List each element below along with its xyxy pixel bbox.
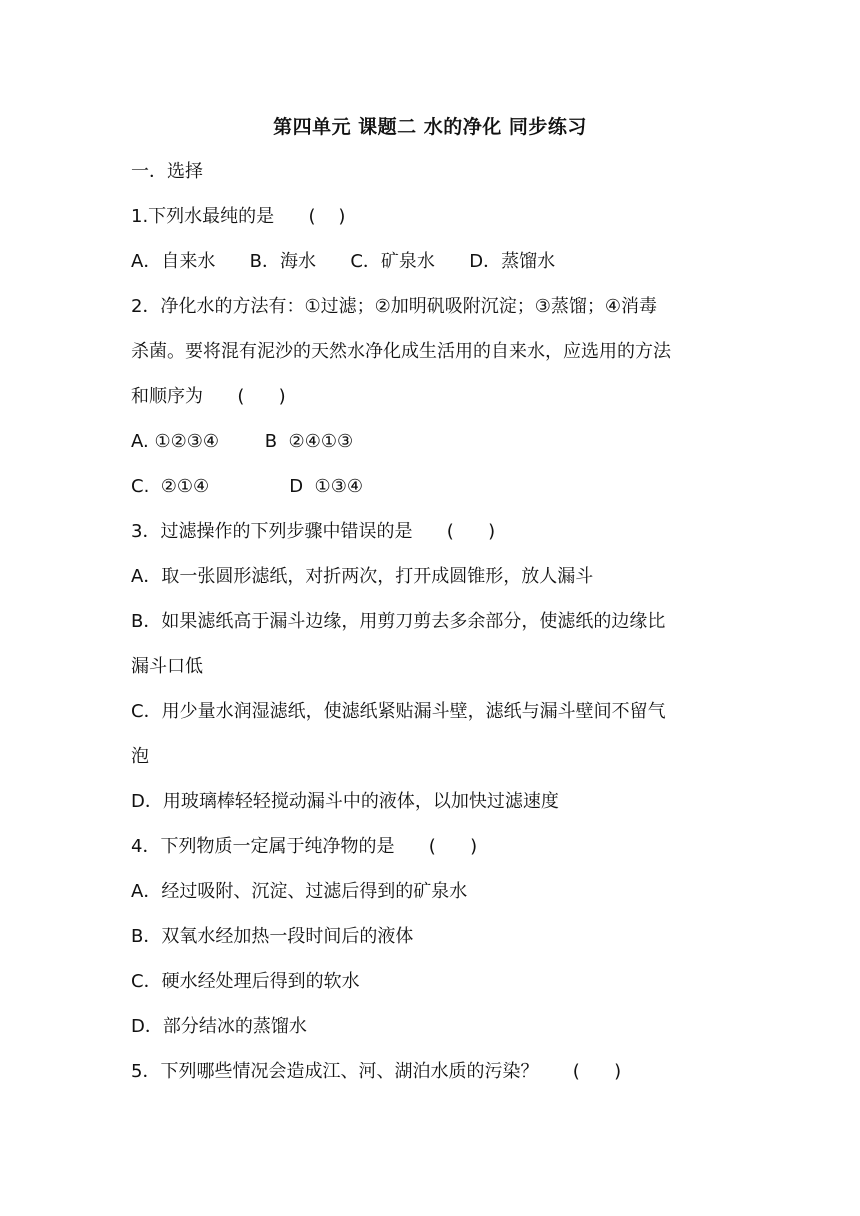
question-2-options: C. ②①④ D ①③④	[131, 476, 363, 497]
question-1: 1.下列水最纯的是 ( )	[131, 206, 346, 227]
question-3: 3．过滤操作的下列步骤中错误的是 ( )	[131, 521, 496, 542]
question-2-cont: 和顺序为 ( )	[131, 386, 286, 407]
question-3-option-b-cont: 漏斗口低	[131, 656, 203, 677]
question-2-cont: 杀菌。要将混有泥沙的天然水净化成生活用的自来水，应选用的方法	[131, 341, 671, 362]
section-heading: 一．选择	[131, 161, 203, 182]
question-3-option-d: D．用玻璃棒轻轻搅动漏斗中的液体，以加快过滤速度	[131, 791, 559, 812]
question-4-option-d: D．部分结冰的蒸馏水	[131, 1016, 307, 1037]
document-title: 第四单元 课题二 水的净化 同步练习	[273, 116, 587, 138]
question-3-option-b: B．如果滤纸高于漏斗边缘，用剪刀剪去多余部分，使滤纸的边缘比	[131, 611, 666, 632]
question-4-option-b: B．双氧水经加热一段时间后的液体	[131, 926, 414, 947]
question-3-option-c-cont: 泡	[131, 746, 149, 767]
question-2: 2．净化水的方法有：①过滤；②加明矾吸附沉淀；③蒸馏；④消毒	[131, 296, 657, 317]
question-2-options: A. ①②③④ B ②④①③	[131, 431, 354, 452]
question-5: 5．下列哪些情况会造成江、河、湖泊水质的污染？ ( )	[131, 1061, 622, 1082]
question-4-option-c: C．硬水经处理后得到的软水	[131, 971, 360, 992]
question-4: 4．下列物质一定属于纯净物的是 ( )	[131, 836, 478, 857]
question-3-option-a: A．取一张圆形滤纸，对折两次，打开成圆锥形，放人漏斗	[131, 566, 594, 587]
question-3-option-c: C．用少量水润湿滤纸，使滤纸紧贴漏斗壁，滤纸与漏斗壁间不留气	[131, 701, 666, 722]
question-1-options: A．自来水 B．海水 C．矿泉水 D．蒸馏水	[131, 251, 556, 272]
question-4-option-a: A．经过吸附、沉淀、过滤后得到的矿泉水	[131, 881, 468, 902]
